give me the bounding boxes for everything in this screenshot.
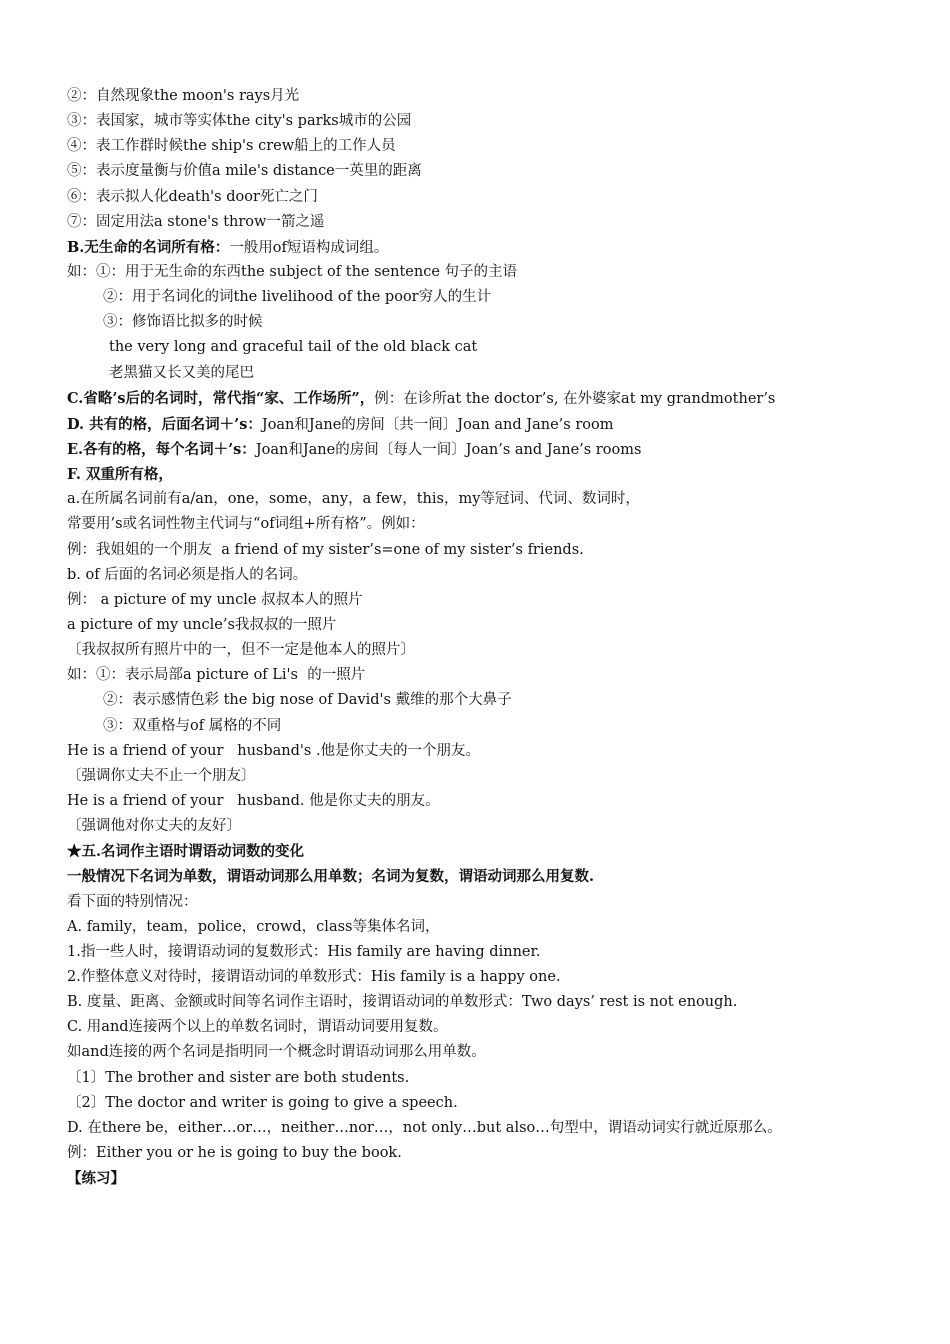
text-line: ④：表工作群时候the ship's crew船上的工作人员 xyxy=(67,138,396,155)
text-line: a.在所属名词前有a/an，one，some，any，a few，this，my等冠词、代词、数词时， xyxy=(67,491,640,508)
text-line: 〔1〕The brother and sister are both students. xyxy=(67,1069,410,1086)
text-line: 1.指一些人时，接谓语动词的复数形式：His family are having dinner. xyxy=(67,943,541,960)
text-line: 例：Either you or he is going to buy the book. xyxy=(67,1144,402,1161)
section-f-heading: F. 双重所有格， xyxy=(67,466,173,484)
text-line: ②：用于名词化的词the livelihood of the poor穷人的生计 xyxy=(103,289,492,306)
document-page xyxy=(67,84,867,1191)
section-b-line xyxy=(67,235,867,260)
text-line: 〔强调他对你丈夫的友好〕 xyxy=(67,818,241,835)
text-line: 例： a picture of my uncle 叔叔本人的照片 xyxy=(67,591,363,608)
text-line: B. 度量、距离、金额或时间等名词作主语时，接谓语动词的单数形式：Two days’ rest is not enough. xyxy=(67,994,738,1011)
text-line: ③：修饰语比拟多的时候 xyxy=(103,314,263,331)
section-c-heading: C.省略’s后的名词时，常代指“家、工作场所”， xyxy=(67,389,375,407)
text-line: 如：①：表示局部a picture of Li's 的一照片 xyxy=(67,667,366,684)
section-c-text: 例：在诊所at the doctor’s, 在外婆家at my grandmother’s xyxy=(374,390,776,407)
text-line: 如：①：用于无生命的东西the subject of the sentence 句子的主语 xyxy=(67,263,518,280)
text-line: He is a friend of your husband's .他是你丈夫的一个朋友。 xyxy=(67,742,481,759)
rule-statement: 一般情况下名词为单数，谓语动词那么用单数；名词为复数，谓语动词那么用复数. xyxy=(67,868,595,886)
section-b-text: 一般用of短语构成词组。 xyxy=(229,239,389,256)
section-e-heading: E.各有的格，每个名词＋’s： xyxy=(67,440,256,458)
text-line: ⑤：表示度量衡与价值a mile's distance一英里的距离 xyxy=(67,163,422,180)
text-line: A. family，team，police，crowd，class等集体名词， xyxy=(67,918,440,935)
section-c-line xyxy=(67,386,867,412)
text-line: ②：自然现象the moon's rays月光 xyxy=(67,88,300,104)
text-line: ③：表国家，城市等实体the city's parks城市的公园 xyxy=(67,113,412,130)
section-five-heading: ★五.名词作主语时谓语动词数的变化 xyxy=(67,843,305,861)
section-e-line xyxy=(67,437,867,462)
text-line: ⑦：固定用法a stone's throw一箭之遥 xyxy=(67,213,325,230)
text-line: 如and连接的两个名词是指明同一个概念时谓语动词那么用单数。 xyxy=(67,1044,486,1061)
text-line: 常要用’s或名词性物主代词与“of词组+所有格”。例如： xyxy=(67,516,425,533)
text-line: 老黑猫又长又美的尾巴 xyxy=(109,364,254,381)
text-line: D. 在there be，either…or…，neither…nor…，not only…but also…句型中，谓语动词实行就近原那么。 xyxy=(67,1119,782,1136)
text-line: 2.作整体意义对待时，接谓语动词的单数形式：His family is a happy one. xyxy=(67,968,561,985)
text-line: the very long and graceful tail of the old black cat xyxy=(109,339,478,356)
section-e-text: Joan和Jane的房间〔每人一间〕Joan’s and Jane’s rooms xyxy=(255,441,642,458)
text-line: 〔我叔叔所有照片中的一，但不一定是他本人的照片〕 xyxy=(67,642,415,659)
text-line: 〔强调你丈夫不止一个朋友〕 xyxy=(67,767,256,784)
text-line: b. of 后面的名词必须是指人的名词。 xyxy=(67,566,308,583)
section-d-heading: D. 共有的格，后面名词＋’s： xyxy=(67,415,262,433)
text-line: He is a friend of your husband. 他是你丈夫的朋友。 xyxy=(67,792,440,809)
section-d-text: Joan和Jane的房间〔共一间〕Joan and Jane’s room xyxy=(261,416,614,433)
text-line: 〔2〕The doctor and writer is going to give a speech. xyxy=(67,1094,458,1111)
section-d-line xyxy=(67,412,867,437)
text-line: 例：我姐姐的一个朋友 a friend of my sister’s=one of my sister’s friends. xyxy=(67,541,584,558)
text-line: C. 用and连接两个以上的单数名词时，谓语动词要用复数。 xyxy=(67,1019,448,1036)
exercise-heading: 【练习】 xyxy=(67,1170,125,1188)
text-line: ②：表示感情色彩 the big nose of David's 戴维的那个大鼻子 xyxy=(103,692,512,709)
text-line: 看下面的特别情况： xyxy=(67,893,198,910)
text-line: ⑥：表示拟人化death's door死亡之门 xyxy=(67,188,318,205)
text-line: ③：双重格与of 属格的不同 xyxy=(103,717,282,734)
section-b-heading: B.无生命的名词所有格： xyxy=(67,238,230,256)
text-line: a picture of my uncle’s我叔叔的一照片 xyxy=(67,616,337,633)
